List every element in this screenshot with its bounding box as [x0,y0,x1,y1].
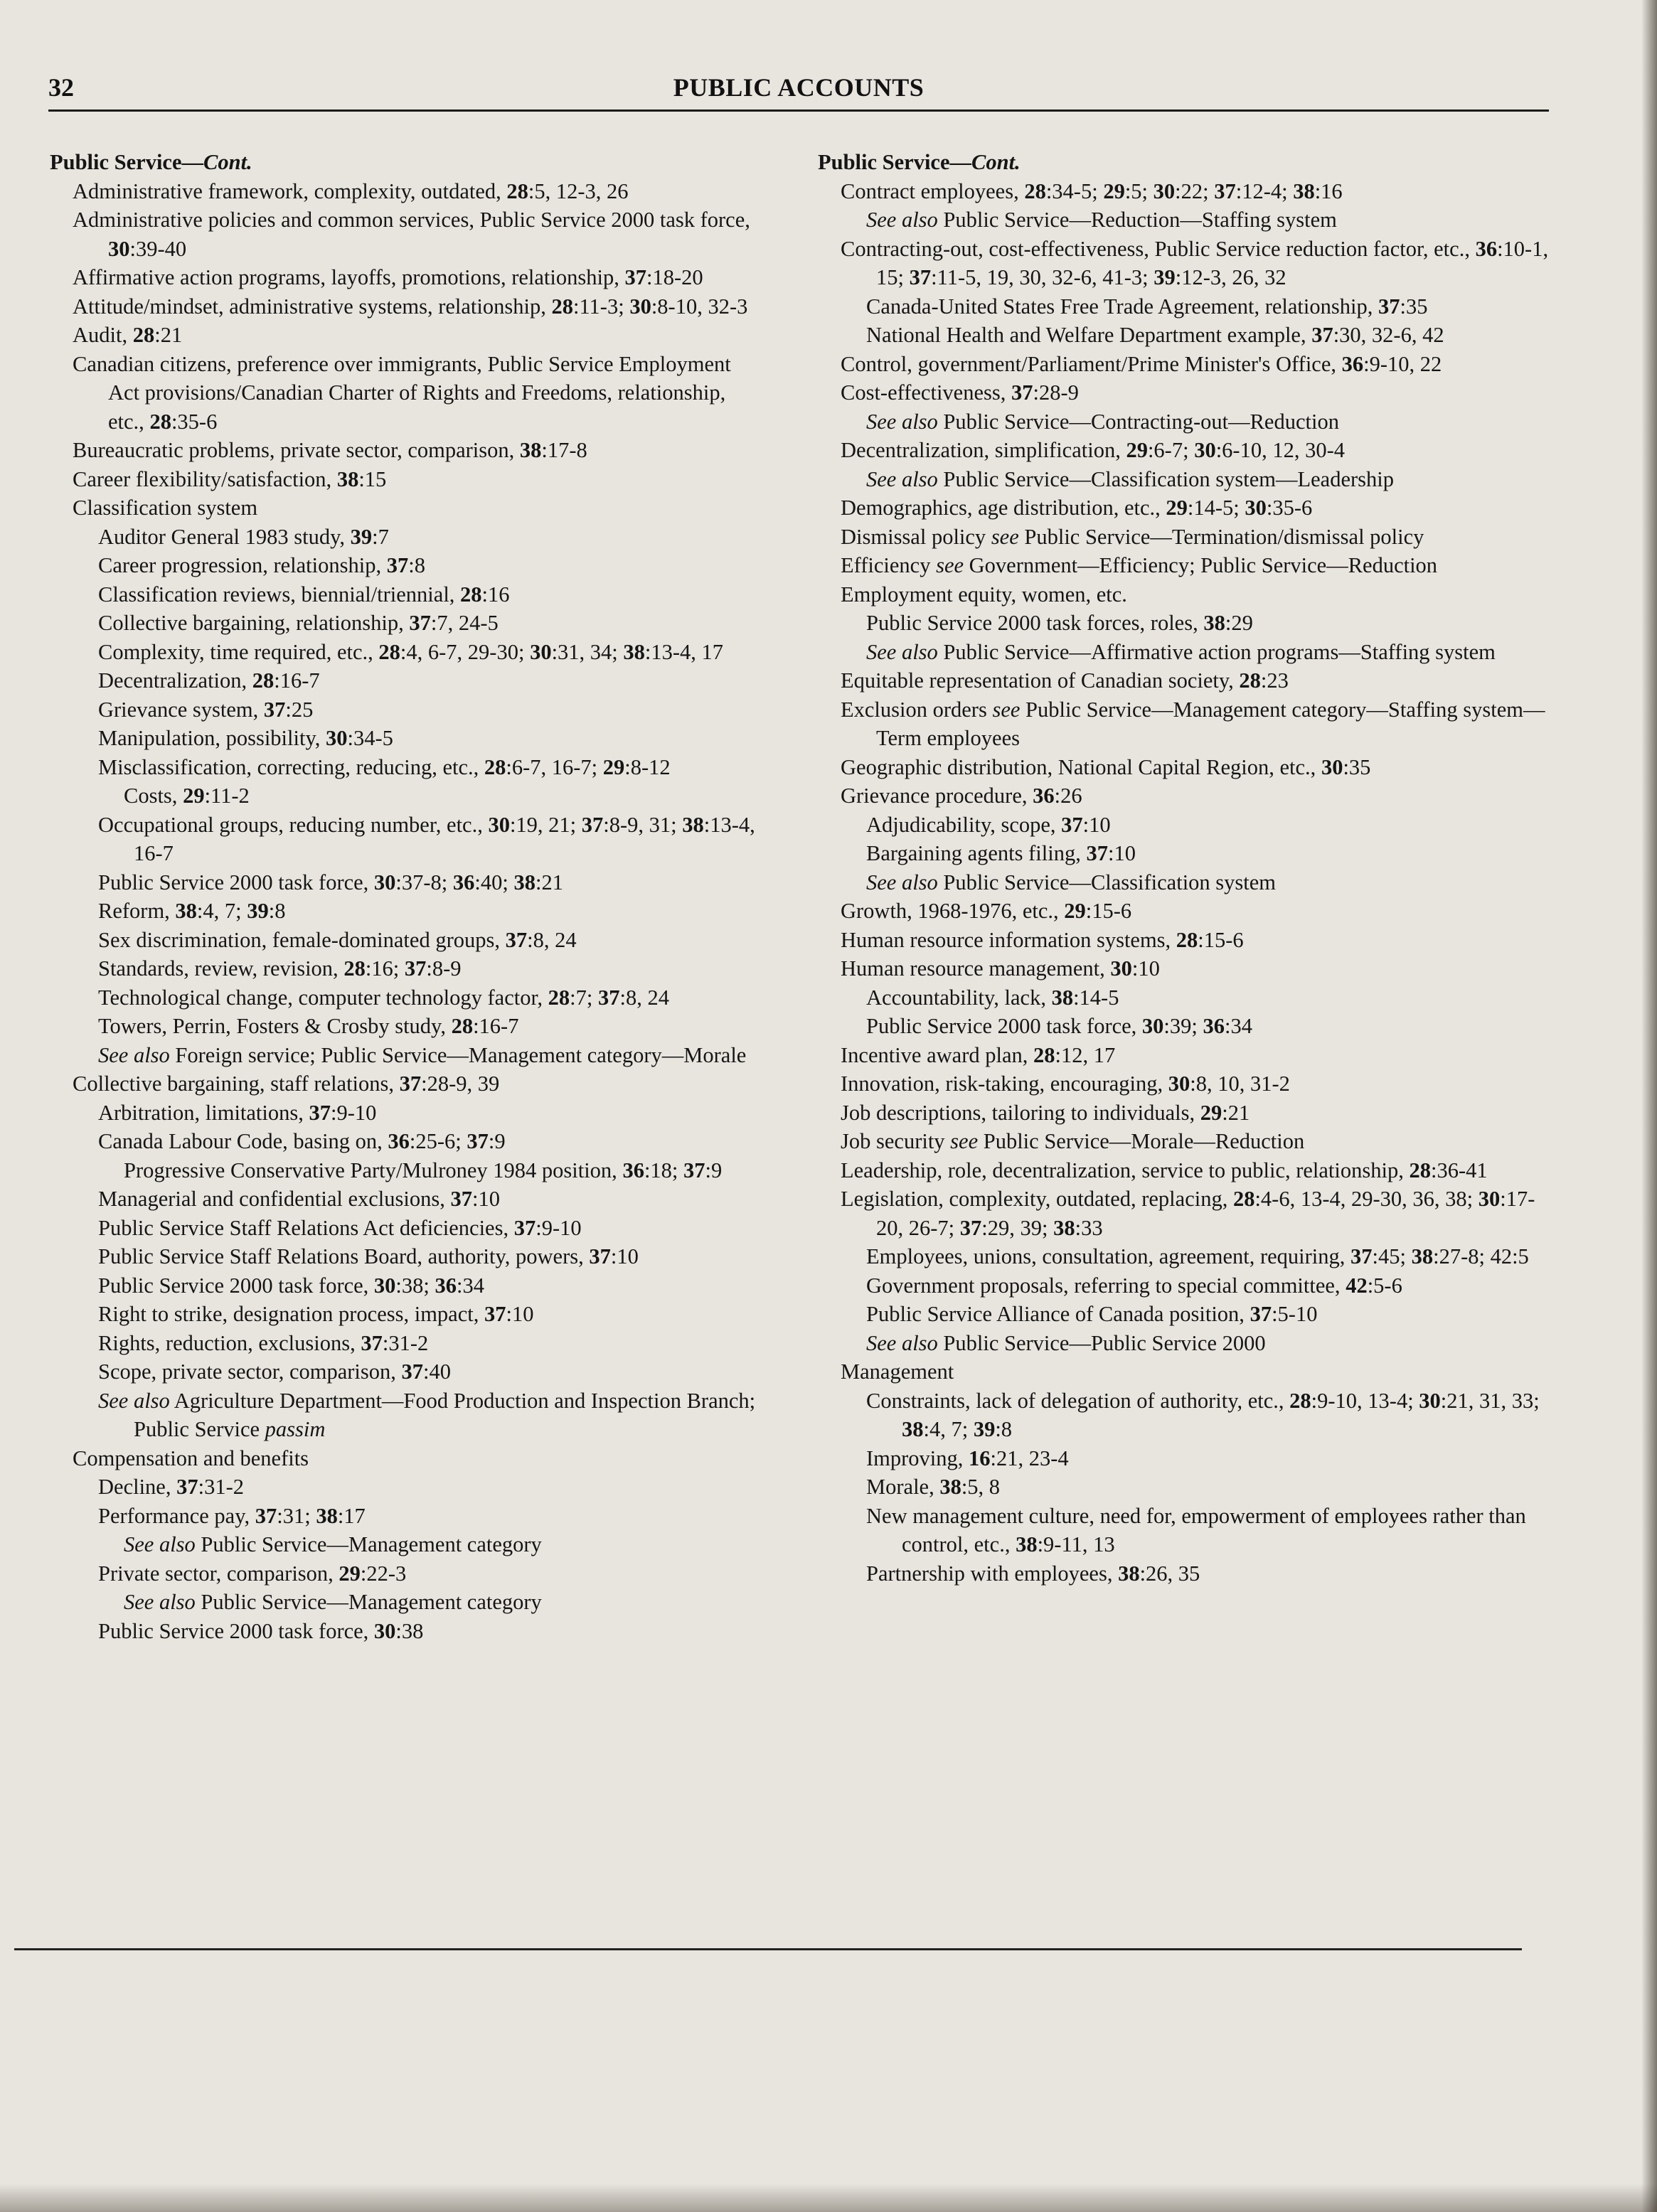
index-entry: Audit, 28:21 [73,323,183,347]
index-entry: Government proposals, referring to special committee, 42:5-6 [866,1273,1402,1298]
index-entry: Collective bargaining, relationship, 37:7, 24-5 [98,611,499,635]
index-entry: Efficiency see Government—Efficiency; Public Service—Reduction [841,553,1438,577]
index-entry: Right to strike, designation process, impact, 37:10 [98,1302,534,1326]
index-entry: Career flexibility/satisfaction, 38:15 [73,466,387,491]
index-entry: Public Service 2000 task force, 30:39; 36:34 [866,1014,1252,1038]
index-entry: Decentralization, simplification, 29:6-7; 30:6-10, 12, 30-4 [841,438,1345,462]
index-entry: Public Service 2000 task forces, roles, 38:29 [866,611,1253,635]
index-entry: Public Service Alliance of Canada position, 37:5-10 [866,1302,1318,1326]
index-entry: Legislation, complexity, outdated, replacing, 28:4-6, 13-4, 29-30, 36, 38; 30:17-20, 26-7; 37:29, 39; 38:33 [841,1187,1535,1240]
index-entry: See also Public Service—Classification system—Leadership [866,466,1395,491]
index-entry: Equitable representation of Canadian society, 28:23 [841,668,1289,693]
index-entry: Misclassification, correcting, reducing, etc., 28:6-7, 16-7; 29:8-12 [98,754,671,779]
index-entry: See also Public Service—Public Service 2000 [866,1330,1266,1355]
index-entry: Technological change, computer technology factor, 28:7; 37:8, 24 [98,985,669,1010]
index-entry: Canadian citizens, preference over immigrants, Public Service Employment Act provisions/Canadian Charter of Rights and Freedoms, relationship, etc., 28:35-6 [73,351,731,434]
index-entry: Employees, unions, consultation, agreement, requiring, 37:45; 38:27-8; 42:5 [866,1244,1529,1268]
index-entry: See also Public Service—Contracting-out—Reduction [866,409,1339,434]
index-entry: Performance pay, 37:31; 38:17 [98,1503,366,1528]
index-entry: Contract employees, 28:34-5; 29:5; 30:22; 37:12-4; 38:16 [841,178,1343,203]
index-entry: Dismissal policy see Public Service—Termination/dismissal policy [841,524,1424,549]
index-heading: Public Service—Cont. [818,150,1021,174]
index-entry: Attitude/mindset, administrative systems, relationship, 28:11-3; 30:8-10, 32-3 [73,294,748,319]
index-entry: See also Public Service—Management category [124,1532,542,1556]
index-entry: Occupational groups, reducing number, etc., 30:19, 21; 37:8-9, 31; 38:13-4, 16-7 [98,812,755,865]
index-entry: Public Service Staff Relations Board, authority, powers, 37:10 [98,1244,639,1268]
index-entry: National Health and Welfare Department example, 37:30, 32-6, 42 [866,323,1444,347]
page-bottom-shadow [0,2184,1657,2212]
index-entry: See also Foreign service; Public Service—Management category—Morale [98,1042,747,1067]
index-entry: Canada Labour Code, basing on, 36:25-6; 37:9 [98,1129,506,1153]
index-entry: Complexity, time required, etc., 28:4, 6-7, 29-30; 30:31, 34; 38:13-4, 17 [98,639,724,664]
index-entry: Management [841,1359,954,1384]
index-entry: Administrative framework, complexity, outdated, 28:5, 12-3, 26 [73,178,629,203]
index-entry: Partnership with employees, 38:26, 35 [866,1561,1200,1586]
index-entry: Exclusion orders see Public Service—Management category—Staffing system—Term employees [841,697,1545,750]
index-entry: Arbitration, limitations, 37:9-10 [98,1100,377,1125]
index-entry: Morale, 38:5, 8 [866,1475,1001,1499]
index-entry: Adjudicability, scope, 37:10 [866,812,1111,837]
index-entry: Incentive award plan, 28:12, 17 [841,1042,1116,1067]
index-entry: Human resource information systems, 28:15-6 [841,927,1244,952]
index-entry: Progressive Conservative Party/Mulroney 1984 position, 36:18; 37:9 [124,1158,723,1182]
right-column [818,148,1557,1588]
index-entry: Manipulation, possibility, 30:34-5 [98,726,393,750]
page-edge-shadow [1641,0,1657,2212]
index-entry: Classification system [73,496,258,520]
index-entry: Employment equity, women, etc. [841,582,1127,607]
index-entry: Grievance procedure, 36:26 [841,784,1082,808]
page-number: 32 [48,73,74,102]
index-entry: Career progression, relationship, 37:8 [98,553,425,577]
index-entry: New management culture, need for, empowerment of employees rather than control, etc., 38:9-11, 13 [866,1503,1526,1556]
index-entry: Collective bargaining, staff relations, 37:28-9, 39 [73,1072,500,1096]
index-entry: Constraints, lack of delegation of authority, etc., 28:9-10, 13-4; 30:21, 31, 33; 38:4, 7; 39:8 [866,1388,1540,1441]
index-entry: Grievance system, 37:25 [98,697,314,722]
index-entry: Reform, 38:4, 7; 39:8 [98,899,286,923]
index-entry: Compensation and benefits [73,1446,309,1470]
index-entry: Growth, 1968-1976, etc., 29:15-6 [841,899,1132,923]
index-entry: Administrative policies and common services, Public Service 2000 task force, 30:39-40 [73,208,750,261]
index-entry: Costs, 29:11-2 [124,784,250,808]
index-entry: See also Agriculture Department—Food Production and Inspection Branch; Public Service passim [98,1388,756,1441]
index-entry: Innovation, risk-taking, encouraging, 30:8, 10, 31-2 [841,1072,1290,1096]
index-entry: Managerial and confidential exclusions, 37:10 [98,1187,500,1211]
index-entry: Towers, Perrin, Fosters & Crosby study, 28:16-7 [98,1014,519,1038]
index-entry: Public Service Staff Relations Act deficiencies, 37:9-10 [98,1215,582,1240]
index-entry: Improving, 16:21, 23-4 [866,1446,1069,1470]
index-entry: See also Public Service—Reduction—Staffing system [866,208,1337,232]
index-entry: Leadership, role, decentralization, service to public, relationship, 28:36-41 [841,1158,1488,1182]
index-entry: Bureaucratic problems, private sector, comparison, 38:17-8 [73,438,587,462]
index-entry: Control, government/Parliament/Prime Minister's Office, 36:9-10, 22 [841,351,1442,376]
index-entry: Scope, private sector, comparison, 37:40 [98,1359,451,1384]
index-entry: Geographic distribution, National Capital Region, etc., 30:35 [841,754,1371,779]
index-heading: Public Service—Cont. [50,150,252,174]
index-entry: Auditor General 1983 study, 39:7 [98,524,389,549]
index-entry: Accountability, lack, 38:14-5 [866,985,1119,1010]
left-column [50,148,761,1645]
index-entry: Public Service 2000 task force, 30:37-8; 36:40; 38:21 [98,870,563,894]
index-entry: Classification reviews, biennial/triennial, 28:16 [98,582,510,607]
index-entry: Public Service 2000 task force, 30:38 [98,1618,424,1643]
running-head [48,73,1549,112]
index-entry: Human resource management, 30:10 [841,956,1160,981]
index-entry: See also Public Service—Management category [124,1590,542,1614]
index-entry: Demographics, age distribution, etc., 29:14-5; 30:35-6 [841,496,1313,520]
index-entry: Job security see Public Service—Morale—Reduction [841,1129,1305,1153]
index-entry: Sex discrimination, female-dominated groups, 37:8, 24 [98,927,577,952]
index-entry: Standards, review, revision, 28:16; 37:8-9 [98,956,462,981]
index-entry: Contracting-out, cost-effectiveness, Public Service reduction factor, etc., 36:10-1, 15; 37:11-5, 19, 30, 32-6, 41-3; 39:12-3, 26, 32 [841,236,1549,289]
index-entry: Bargaining agents filing, 37:10 [866,841,1136,865]
index-entry: Cost-effectiveness, 37:28-9 [841,380,1079,405]
index-entry: See also Public Service—Affirmative action programs—Staffing system [866,639,1496,664]
index-entry: Decline, 37:31-2 [98,1475,244,1499]
index-entry: Job descriptions, tailoring to individuals, 29:21 [841,1100,1250,1125]
index-entry: Rights, reduction, exclusions, 37:31-2 [98,1330,429,1355]
index-entry: Canada-United States Free Trade Agreement, relationship, 37:35 [866,294,1428,319]
index-entry: See also Public Service—Classification system [866,870,1277,894]
index-entry: Public Service 2000 task force, 30:38; 36:34 [98,1273,484,1298]
index-entry: Private sector, comparison, 29:22-3 [98,1561,407,1586]
index-entry: Affirmative action programs, layoffs, promotions, relationship, 37:18-20 [73,265,703,289]
page-title: PUBLIC ACCOUNTS [673,73,925,102]
bottom-rule [14,1948,1522,1950]
index-entry: Decentralization, 28:16-7 [98,668,320,693]
